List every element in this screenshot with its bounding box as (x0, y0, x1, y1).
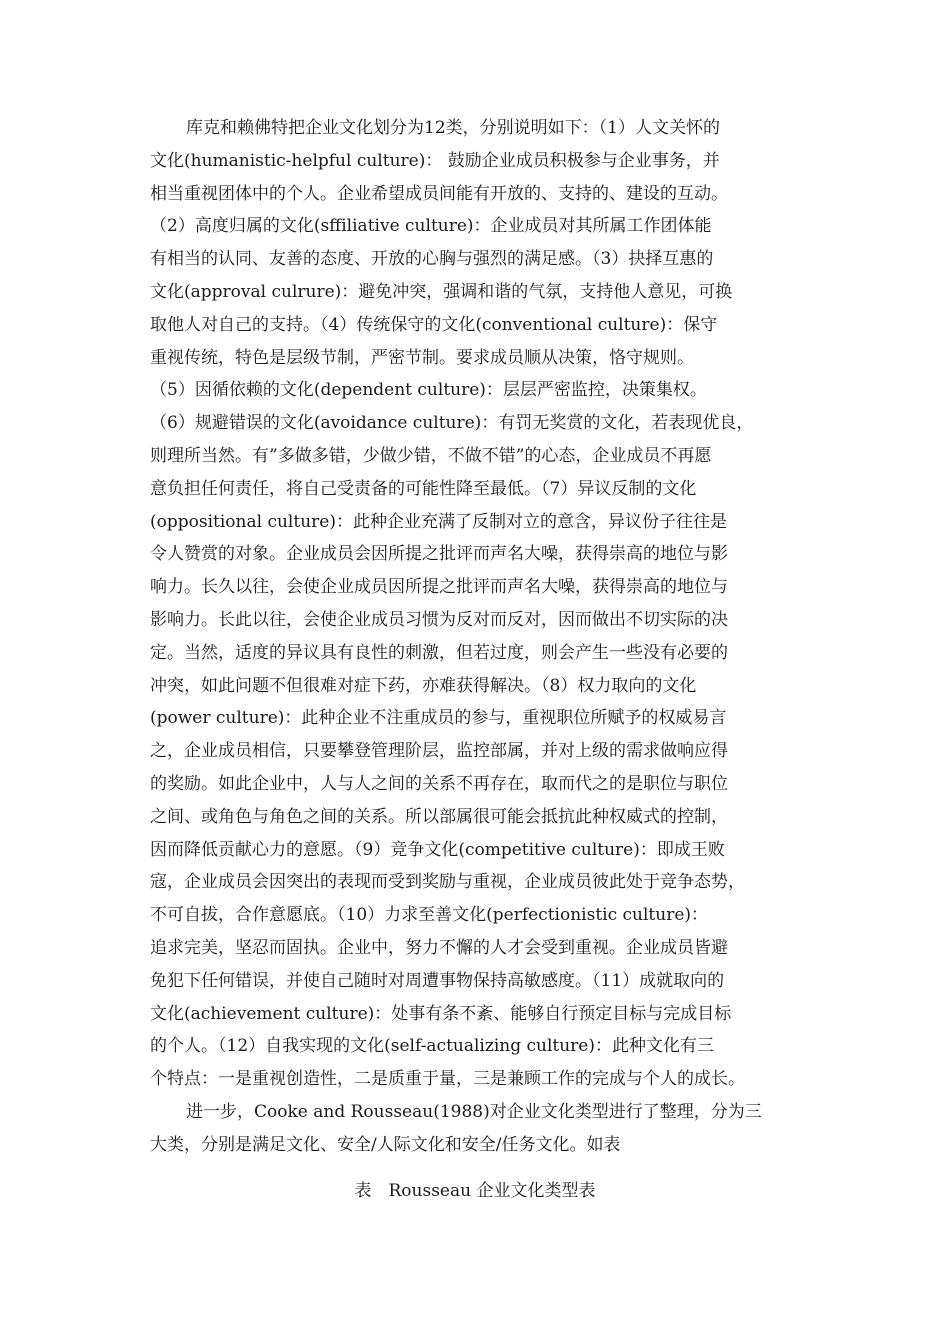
text-line: 不可自拔，合作意愿底。（10）力求至善文化(perfectionistic culture)： (150, 905, 709, 926)
text-line: 定。当然，适度的异议具有良性的刺激，但若过度，则会产生一些没有必要的 (150, 642, 728, 663)
text-line: 的个人。（12）自我实现的文化(self-actualizing culture)：此种文化有三 (150, 1036, 714, 1057)
text-line: 则理所当然。有”多做多错，少做少错，不做不错”的心态，企业成员不再愿 (150, 445, 712, 466)
text-line: (oppositional culture)：此种企业充满了反制对立的意含，异议份子往往是 (150, 511, 727, 532)
text-line: （2）高度归属的文化(sffiliative culture)：企业成员对其所属工作团体能 (150, 216, 712, 237)
text-line: 取他人对自己的支持。（4）传统保守的文化(conventional culture)：保守 (150, 314, 718, 335)
document-body (150, 112, 805, 1162)
text-line: （6）规避错误的文化(avoidance culture)：有罚无奖赏的文化，若表现优良， (150, 413, 754, 434)
text-line: 寇，企业成员会因突出的表现而受到奖励与重视，企业成员彼此处于竞争态势， (150, 872, 745, 893)
text-line: 有相当的认同、友善的态度、开放的心胸与强烈的满足感。（3）抉择互惠的 (150, 249, 714, 270)
text-line: 之间、或角色与角色之间的关系。所以部属很可能会抵抗此种权威式的控制， (150, 806, 728, 827)
text-line: 文化(approval culrure)：避免冲突，强调和谐的气氛，支持他人意见，可换 (150, 281, 733, 302)
text-line: 重视传统，特色是层级节制，严密节制。要求成员顺从决策，恪守规则。 (150, 347, 694, 368)
text-line: 响力。长久以往，会使企业成员因所提之批评而声名大噪，获得崇高的地位与 (150, 577, 728, 598)
text-line: （5）因循依赖的文化(dependent culture)：层层严密监控，决策集权。 (150, 380, 707, 401)
text-line: 相当重视团体中的个人。企业希望成员间能有开放的、支持的、建设的互动。 (150, 183, 728, 204)
table-caption: 表 Rousseau 企业文化类型表 (354, 1181, 596, 1201)
text-line: 因而降低贡献心力的意愿。（9）竞争文化(competitive culture)：即成王败 (150, 839, 725, 860)
text-line: 库克和赖佛特把企业文化划分为12类，分别说明如下：（1）人文关怀的 (186, 118, 720, 138)
text-line: 个特点：一是重视创造性，二是质重于量，三是兼顾工作的完成与个人的成长。 (150, 1069, 745, 1090)
paragraph-cooke-rousseau (150, 1096, 805, 1162)
text-line: 文化(humanistic-helpful culture)： 鼓励企业成员积极参与企业事务，并 (150, 150, 720, 171)
text-line: 文化(achievement culture)：处事有条不紊、能够自行预定目标与完成目标 (150, 1003, 732, 1024)
text-line: 影响力。长此以往，会使企业成员习惯为反对而反对，因而做出不切实际的决 (150, 609, 728, 630)
text-line: 大类，分别是满足文化、安全/人际文化和安全/任务文化。如表 (150, 1134, 621, 1155)
text-line: 意负担任何责任，将自己受责备的可能性降至最低。（7）异议反制的文化 (150, 478, 697, 499)
text-line: 免犯下任何错误，并使自己随时对周遭事物保持高敏感度。（11）成就取向的 (150, 970, 725, 991)
paragraph-culture-types (150, 112, 805, 1096)
text-line: 追求完美，坚忍而固执。企业中，努力不懈的人才会受到重视。企业成员皆避 (150, 937, 728, 958)
text-line: 之，企业成员相信，只要攀登管理阶层，监控部属，并对上级的需求做响应得 (150, 741, 728, 762)
text-line: 进一步，Cooke and Rousseau(1988)对企业文化类型进行了整理，分为三 (186, 1101, 762, 1122)
text-line: 冲突，如此问题不但很难对症下药，亦难获得解决。（8）权力取向的文化 (150, 675, 697, 696)
text-line: 的奖励。如此企业中，人与人之间的关系不再存在，取而代之的是职位与职位 (150, 773, 728, 794)
text-line: (power culture)：此种企业不注重成员的参与，重视职位所赋予的权威易言 (150, 708, 727, 729)
text-line: 令人赞赏的对象。企业成员会因所提之批评而声名大噪，获得崇高的地位与影 (150, 544, 728, 565)
